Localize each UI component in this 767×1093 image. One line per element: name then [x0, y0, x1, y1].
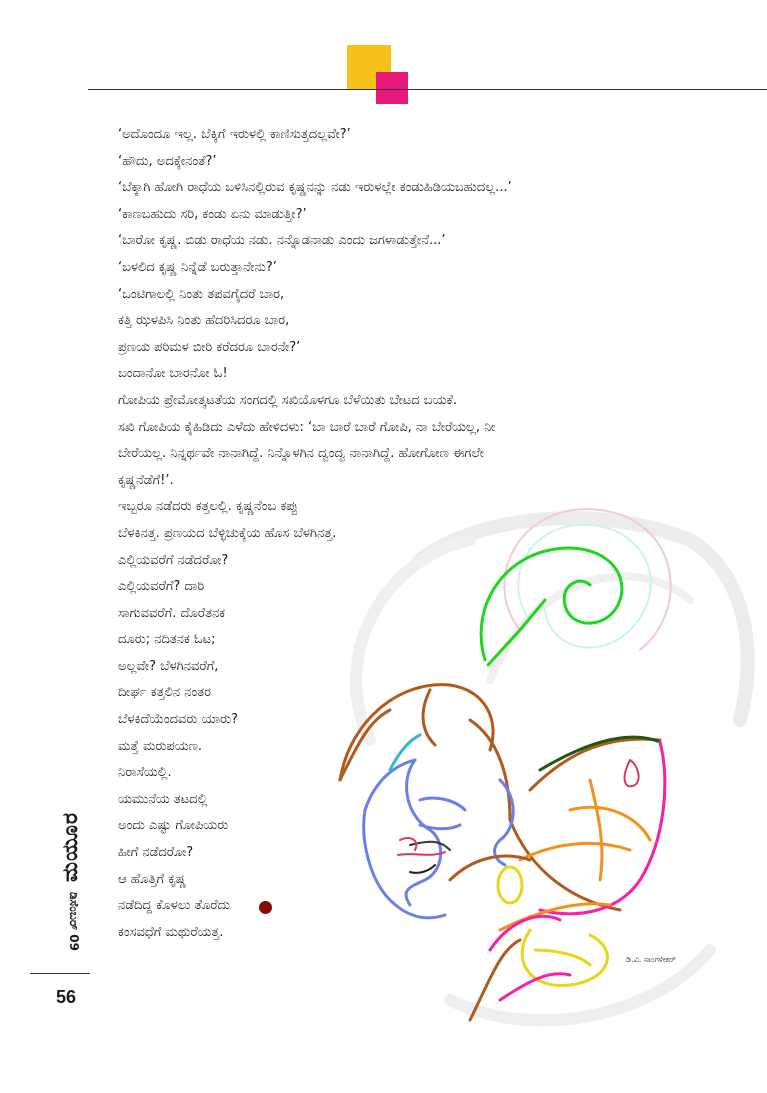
text-line: ದೂರು; ನದಿತನಕ ಓಟ; — [118, 632, 216, 648]
text-line: ಎಲ್ಲಿಯವರೆಗೆ? ದಾರಿ — [118, 579, 205, 595]
text-line: ‘ಅದೊಂದೂ ಇಲ್ಲ. ಬೆಕ್ಕಿಗೆ ಇರುಳಲ್ಲಿ ಕಾಣಿಸುತ್ತದಲ್ಲವೇ?’ — [118, 127, 351, 142]
text-line: ಅಂದು ಎಷ್ಟು ಗೋಪಿಯರು — [118, 818, 229, 834]
text-line: ‘ಬೆಕ್ಕಾಗಿ ಹೋಗಿ ರಾಧೆಯ ಬಳಿಸಿನಲ್ಲಿರುವ ಕೃಷ್ಣನನ್ನು ನಡು ಇರುಳಲ್ಲೇ ಕಂಡುಹಿಡಿಯಬಹುದಲ್ಲ...’ — [118, 180, 512, 196]
text-line: ನಡೆದಿದ್ದ ಕೊಳಲು ತೊರೆದು — [118, 898, 231, 914]
text-line: ದೀರ್ಘ ಕತ್ತಲಿನ ನಂತರ — [118, 685, 212, 701]
text-line: ಬೆಳಕಿದೆಯೆಂದವರು ಯಾರು? — [118, 712, 238, 728]
text-line: ‘ಒಂಟಿಗಾಲಲ್ಲಿ ನಿಂತು ತಪವಗೈದರೆ ಬಾರ, — [118, 286, 285, 302]
text-line: ಎಲ್ಲಿಯವರೆಗೆ ನಡೆದರೋ? — [118, 552, 229, 568]
text-line: ಪ್ರಣಯ ಪರಿಮಳ ಬೀರಿ ಕರೆದರೂ ಬಾರನೇ?’ — [118, 339, 301, 355]
page-number: 56 — [56, 987, 77, 1007]
text-line: ಬಂದಾನೋ ಬಾರನೋ ಓ! — [118, 366, 228, 382]
text-line: ಆ ಹೊತ್ತಿಗೆ ಕೃಷ್ಣ — [118, 871, 187, 887]
text-line: ಕೃಷ್ಣನೆಡೆಗೆ!’. — [118, 472, 174, 488]
issue-date: ಡಿಸೆಂಬರ್ 09 — [67, 892, 81, 951]
krishna-illustration — [270, 480, 767, 1040]
text-line: ಯಮುನೆಯ ತಟದಲ್ಲಿ — [118, 791, 208, 807]
header-rule — [88, 89, 767, 90]
text-line: ಅಲ್ಲವೇ? ಬೆಳಗಿನವರೆಗೆ, — [118, 658, 219, 674]
text-line: ಗೋಪಿಯ ಪ್ರೇಮೋತ್ಕಟತೆಯ ಸಂಗದಲ್ಲಿ ಸಖಿಯೊಳಗೂ ಬೆಳೆಯಿತು ಬೇಟದ ಬಯಕೆ. — [118, 392, 458, 408]
text-line: ‘ಬಳಲಿದ ಕೃಷ್ಣ ನಿನ್ನೆಡೆ ಬರುತ್ತಾನೇನು?’ — [118, 259, 277, 275]
footer-rule — [30, 973, 90, 974]
text-line: ಇಬ್ಬರೂ ನಡೆದರು ಕತ್ತಲಲ್ಲಿ. ಕೃಷ್ಣನೆಂಬ ಕಪ್ಪು — [118, 499, 298, 515]
text-line: ಕಂಸವಧೆಗೆ ಮಥುರೆಯತ್ತ. — [118, 924, 224, 940]
text-line: ‘ಬಾರೋ ಕೃಷ್ಣ. ಬಿಡು ರಾಧೆಯ ನಡು. ನನ್ನೊಡನಾಡು ಎಂದು ಜಗಳಾಡುತ್ತೇನೆ...’ — [118, 233, 446, 249]
text-line: ನಿರಾಸೆಯಲ್ಲಿ. — [118, 765, 172, 781]
text-line: ಕತ್ತಿ ಝಳಪಿಸಿ ನಿಂತು ಹೆದರಿಸಿದರೂ ಬಾರ, — [118, 313, 290, 329]
text-line: ಹೀಗೆ ನಡೆದರೋ? — [118, 845, 194, 861]
text-line: ಬೇರೆಯಲ್ಲ. ನಿನ್ನರ್ಥವೇ ನಾನಾಗಿದ್ದೆ. ನಿನ್ನೊಳಗಿನ ದ್ವಂದ್ವ ನಾನಾಗಿದ್ದೆ. ಹೋಗೋಣ ಈಗಲೇ — [118, 446, 484, 462]
text-line: ಸಖಿ ಗೋಪಿಯ ಕೈಹಿಡಿದು ಎಳೆದು ಹೇಳಿದಳು: ‘ಬಾ ಬಾರೆ ಬಾರೆ ಗೋಪಿ, ನಾ ಬೇರೆಯಲ್ಲ, ನೀ — [118, 419, 496, 435]
artist-credit: ಡಿ.ವಿ. ಸಾಂಗಳೀಕರ್ — [626, 955, 676, 964]
text-line: ಸಾಗುವವರೆಗೆ. ದೊರೆತನಕ — [118, 605, 226, 621]
text-line: ಮತ್ತೆ ಮರುಪಯಣ. — [118, 738, 202, 754]
text-line: ‘ಕಾಣಬಹುದು ಸರಿ, ಕಂಡು ಏನು ಮಾಡುತ್ತೀ?’ — [118, 206, 307, 222]
text-line: ‘ಹೌದು, ಅದಕ್ಕೇನಂತೆ?’ — [118, 153, 217, 169]
decor-square-pink — [376, 72, 408, 104]
text-line: ಬೆಳಕಿನತ್ತ. ಪ್ರಣಯದ ಬೆಳ್ಳಿಚುಕ್ಕೆಯ ಹೊಸ ಬೆಳಗಿನತ್ತ. — [118, 525, 337, 541]
magazine-name: ಮಯೂರ — [57, 812, 82, 882]
